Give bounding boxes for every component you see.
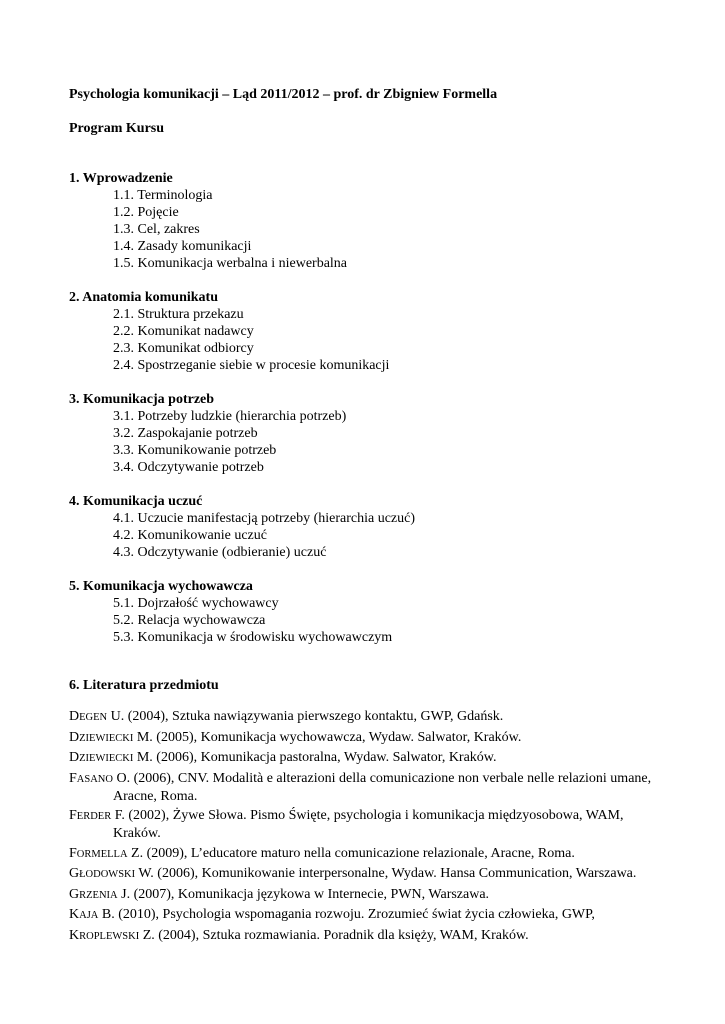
literature-entry — [69, 708, 669, 726]
document-title: Psychologia komunikacji – Ląd 2011/2012 – prof. dr Zbigniew Formella — [69, 87, 498, 102]
section-subitem: 3.3. Komunikowanie potrzeb — [113, 443, 277, 458]
citation-text: B. (2010), Psychologia wspomagania rozwoju. Zrozumieć świat życia człowieka, GWP, — [98, 907, 595, 923]
literature-entry — [69, 886, 669, 904]
author-initial: K — [69, 927, 80, 943]
literature-entry — [69, 845, 669, 863]
section-subitem: 2.3. Komunikat odbiorcy — [113, 341, 254, 356]
author-surname: ZIEWIECKI — [79, 732, 134, 744]
section-subitem: 3.1. Potrzeby ludzkie (hierarchia potrzeb) — [113, 409, 347, 424]
spacer — [69, 374, 669, 391]
spacer — [69, 646, 669, 677]
author-initial: F — [69, 808, 77, 824]
section-subitem: 5.3. Komunikacja w środowisku wychowawczym — [113, 630, 393, 645]
course-sections — [69, 170, 669, 646]
author-initial: G — [69, 886, 80, 902]
section-subitem: 4.2. Komunikowanie uczuć — [113, 528, 267, 543]
author-initial: F — [69, 770, 77, 786]
literature-entry — [69, 729, 669, 747]
citation-text: U. (2004), Sztuka nawiązywania pierwszego kontaktu, GWP, Gdańsk. — [107, 709, 504, 724]
author-initial: D — [69, 709, 80, 724]
author-surname: AJA — [79, 910, 99, 922]
citation-text: J. (2007), Komunikacja językowa w Internecie, PWN, Warszawa. — [117, 886, 490, 902]
literature-entry — [69, 906, 669, 924]
author-surname: ŁODOWSKI — [79, 869, 136, 881]
section-subitem: 1.5. Komunikacja werbalna i niewerbalna — [113, 256, 348, 271]
section-title: 5. Komunikacja wychowawcza — [69, 579, 253, 594]
section-title: 1. Wprowadzenie — [69, 171, 173, 186]
section-subitem: 5.2. Relacja wychowawcza — [113, 613, 266, 628]
section-title: 2. Anatomia komunikatu — [69, 290, 218, 305]
author-surname: ORMELLA — [76, 848, 128, 860]
literature-heading: 6. Literatura przedmiotu — [69, 678, 219, 693]
program-heading: Program Kursu — [69, 121, 165, 136]
author-surname: ZIEWIECKI — [79, 753, 134, 764]
spacer — [69, 476, 669, 493]
author-surname: ERDER — [76, 811, 112, 823]
document-page — [69, 86, 669, 947]
literature-list — [69, 708, 669, 945]
author-initial: D — [69, 729, 80, 745]
author-surname: ROPLEWSKI — [79, 930, 140, 942]
citation-text: Z. (2009), L’educatore maturo nella comunicazione relazionale, Aracne, Roma. — [127, 845, 575, 861]
author-surname: RZENIA — [79, 889, 118, 901]
author-initial: F — [69, 845, 77, 861]
author-initial: D — [69, 750, 80, 765]
section-subitem: 2.1. Struktura przekazu — [113, 307, 244, 322]
citation-text: Z. (2004), Sztuka rozmawiania. Poradnik dla księży, WAM, Kraków. — [139, 927, 529, 943]
section-subitem: 1.4. Zasady komunikacji — [113, 239, 252, 254]
section-subitem: 1.3. Cel, zakres — [113, 222, 200, 237]
section-subitem: 4.3. Odczytywanie (odbieranie) uczuć — [113, 545, 327, 560]
spacer — [69, 272, 669, 289]
citation-text: W. (2006), Komunikowanie interpersonalne, Wydaw. Hansa Communication, Warszawa. — [135, 866, 637, 882]
section-subitem: 3.2. Zaspokajanie potrzeb — [113, 426, 258, 441]
course-section — [69, 170, 669, 272]
author-initial: G — [69, 866, 80, 882]
literature-entry — [69, 927, 669, 945]
citation-text: F. (2002), Żywe Słowa. Pismo Święte, psychologia i komunikacja międzyosobowa, WAM, Kraków. — [111, 808, 624, 842]
spacer — [69, 561, 669, 578]
section-subitem: 3.4. Odczytywanie potrzeb — [113, 460, 264, 475]
course-section — [69, 493, 669, 561]
section-subitem: 5.1. Dojrzałość wychowawcy — [113, 596, 279, 611]
course-section — [69, 289, 669, 374]
literature-entry — [69, 807, 669, 842]
section-title: 4. Komunikacja uczuć — [69, 494, 203, 509]
author-surname: EGEN — [79, 712, 108, 723]
section-title: 3. Komunikacja potrzeb — [69, 392, 215, 407]
course-section — [69, 578, 669, 646]
citation-text: M. (2005), Komunikacja wychowawcza, Wydaw. Salwator, Kraków. — [133, 729, 522, 745]
section-subitem: 2.4. Spostrzeganie siebie w procesie komunikacji — [113, 358, 390, 373]
section-subitem: 4.1. Uczucie manifestacją potrzeby (hierarchia uczuć) — [113, 511, 415, 526]
author-initial: K — [69, 907, 80, 923]
spacer — [69, 137, 669, 170]
citation-text: O. (2006), CNV. Modalità e alterazioni della comunicazione non verbale nelle relazioni umane, Aracne, Roma. — [112, 770, 652, 804]
section-subitem: 1.2. Pojęcie — [113, 205, 179, 220]
section-subitem: 2.2. Komunikat nadawcy — [113, 324, 254, 339]
spacer — [69, 694, 669, 708]
literature-entry — [69, 865, 669, 883]
section-subitem: 1.1. Terminologia — [113, 188, 213, 203]
literature-entry — [69, 770, 669, 805]
course-section — [69, 391, 669, 476]
citation-text: M. (2006), Komunikacja pastoralna, Wydaw. Salwator, Kraków. — [133, 750, 497, 765]
literature-entry — [69, 749, 669, 767]
author-surname: ASANO — [76, 773, 113, 785]
